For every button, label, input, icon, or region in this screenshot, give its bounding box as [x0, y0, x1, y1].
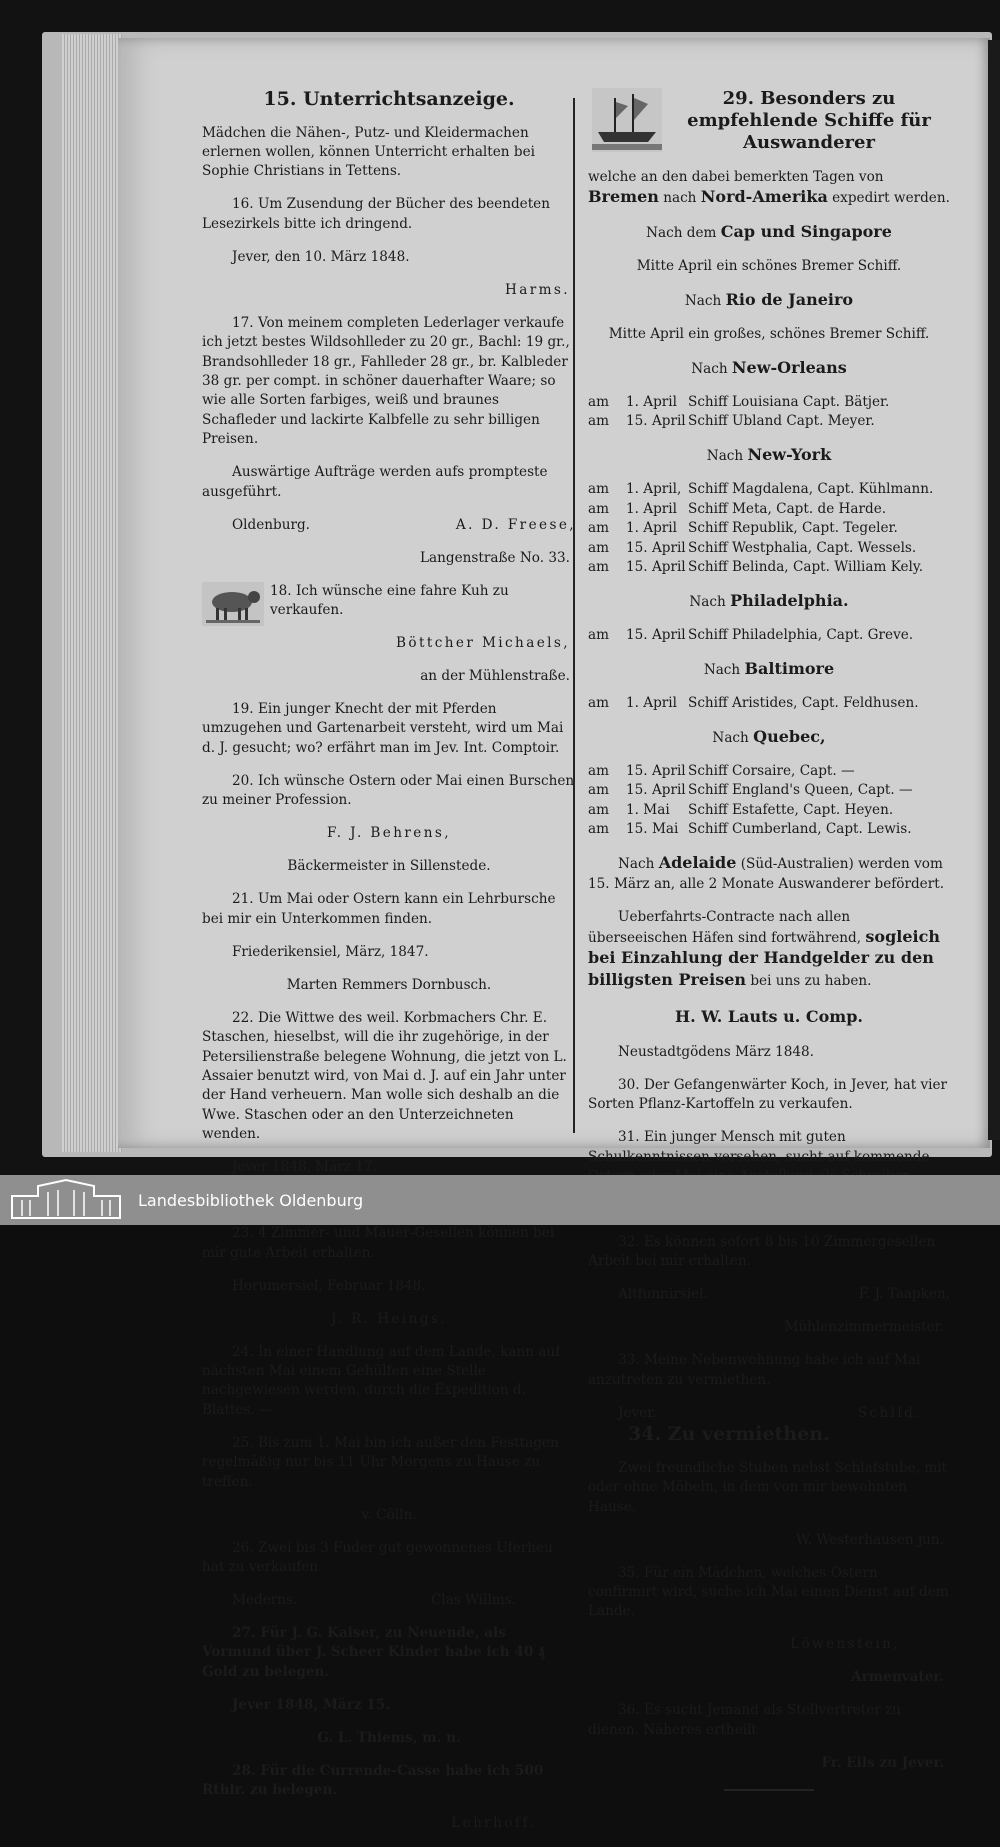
- intro-nordamerika: Nord-Amerika: [700, 187, 828, 206]
- heading-number: 15.: [263, 88, 297, 110]
- library-name: Landesbibliothek Oldenburg: [138, 1190, 364, 1210]
- ad-33: 33. Meine Nebenwohnung habe ich auf Mai anzutreten zu vermiethen.: [588, 1352, 921, 1388]
- ship-name: Schiff Louisiana Capt. Bätjer.: [688, 394, 890, 410]
- ship-am: am: [588, 782, 609, 799]
- ship-am: am: [588, 763, 609, 780]
- ad-34-signature: W. Westerhausen jun.: [796, 1531, 944, 1548]
- dest-ad-pre: Nach: [618, 856, 655, 873]
- ad-30: 30. Der Gefangenwärter Koch, in Jever, hat vier Sorten Pflanz-Kartoffeln zu verkaufen.: [588, 1076, 948, 1113]
- dest-qu-name: Quebec,: [753, 727, 826, 747]
- ad-28-signature: Lehrhoff.: [451, 1815, 536, 1832]
- firm-signature: H. W. Lauts u. Comp.: [675, 1007, 863, 1027]
- ad-28: 28. Für die Currende-Casse habe ich 500 Rthlr. zu belegen.: [202, 1762, 544, 1799]
- ad-21: 21. Um Mai oder Ostern kann ein Lehrbursche bei mir ein Unterkommen finden.: [202, 891, 556, 927]
- ad-17-place: Oldenburg.: [232, 516, 310, 533]
- ad-33-place: Jever.: [618, 1404, 657, 1421]
- dest-ny-pre: Nach: [706, 448, 744, 465]
- ad-35-signature: Löwenstein,: [790, 1636, 900, 1653]
- dest-adelaide: [588, 853, 950, 894]
- dest-ph-pre: Nach: [689, 594, 726, 611]
- ad-32-sigline: [588, 1285, 950, 1304]
- ship-date: 15. April: [626, 782, 686, 799]
- ad-16-place: Jever, den 10. März 1848.: [232, 248, 410, 265]
- dest-rio-pre: Nach: [684, 293, 722, 309]
- ad-26-place: Mederns.: [232, 1591, 298, 1608]
- ship-name: Schiff Republik, Capt. Tegeler.: [688, 520, 898, 537]
- ad-17: 17. Von meinem completen Lederlager verkaufe ich jetzt bestes Wildsohlleder zu 20 gr., Bachl: 19 gr., Brandsohlleder 18 gr., Fahlleder 28 gr., br. Kalbleder 38 gr. per compt. in schöner dauerhafter Waare; so wie alle Sorten farbiges, weiß und braunes Schafleder und lackirte Kalbfelle zu sehr billigen Preisen.: [202, 314, 570, 448]
- ship-name: Schiff Corsaire, Capt. —: [688, 763, 855, 780]
- ship-name: Schiff Aristides, Capt. Feldhusen.: [688, 695, 919, 712]
- cow-icon: [202, 582, 264, 626]
- ad-17-signature: A. D. Freese,: [455, 516, 576, 533]
- dest-rio-name: Rio de Janeiro: [725, 290, 854, 309]
- ad-16: 16. Um Zusendung der Bücher des beendeten Lesezirkels bitte ich dringend.: [202, 196, 550, 232]
- ship-am: am: [588, 801, 609, 818]
- ship-date: 15. April: [626, 559, 686, 576]
- dest-baltimore: [588, 659, 950, 680]
- ad-24: 24. In einer Handlung auf dem Lande, kann auf nächsten Mai einem Gehülfen eine Stelle nachgewiesen werden, durch die Expedition d. Blattes. —: [202, 1343, 561, 1418]
- ad-26: 26. Zwei bis 3 Fuder gut gewonnenes Uferheu hat zu verkaufen: [202, 1539, 553, 1575]
- ad-25: 25. Bis zum 1. Mai bin ich außer den Festtagen regelmäßig nur bis 11 Uhr Morgens zu Hause zu treffen.: [202, 1434, 559, 1490]
- ship-intro: [588, 168, 950, 209]
- ad-19: 19. Ein junger Knecht der mit Pferden umzugehen und Gartenarbeit versteht, wird um Mai d. J. gesucht; wo? erfährt man im Jev. Int. Comptoir.: [202, 701, 564, 756]
- ship-name: Schiff Estafette, Capt. Heyen.: [688, 801, 894, 818]
- ad-18: 18. Ich wünsche eine fahre Kuh zu verkaufen.: [270, 582, 509, 619]
- ad-20-address: Bäckermeister in Sillenstede.: [287, 858, 491, 875]
- ship-row: [588, 539, 950, 558]
- ad-23: 23. 4 Zimmer- und Mauer-Gesellen können bei mir gute Arbeit erhalten.: [202, 1225, 555, 1261]
- ship-name: Schiff Magdalena, Capt. Kühlmann.: [688, 481, 934, 498]
- ship-name: Schiff England's Queen, Capt. —: [688, 782, 913, 799]
- ad-31: 31. Ein junger Mensch mit guten Schulkenntnissen versehen, sucht auf kommende: [588, 1129, 930, 1165]
- section-heading-15: [202, 88, 576, 110]
- contract-note: [588, 908, 950, 992]
- dest-ny-name: New-York: [747, 445, 832, 465]
- ship-row: [588, 480, 950, 499]
- ad-20: 20. Ich wünsche Ostern oder Mai einen Burschen zu meiner Profession.: [202, 772, 575, 809]
- dest-ad-name: Adelaide: [658, 853, 737, 873]
- ship-row: [588, 558, 950, 577]
- ad-27-place: Jever 1848, März 15.: [232, 1696, 390, 1713]
- ship-date: 1. April,: [626, 481, 682, 498]
- next-page-edge: [988, 40, 1000, 1140]
- ship-am: am: [588, 500, 609, 517]
- ad-35-title: Armenvater.: [851, 1669, 944, 1686]
- dest-no-pre: Nach: [691, 361, 728, 377]
- ad-27: 27. Für J. G. Kaiser, zu Neuende, als Vormund über J. Scheer Kinder habe ich 40 ₰ Gold zu belegen.: [202, 1624, 545, 1680]
- dest-cap: [588, 222, 950, 243]
- ad-36-signature: Fr. Eils zu Jever.: [821, 1754, 944, 1771]
- ad-22-place: Jever 1848, März 17.: [232, 1159, 377, 1176]
- contract-text-a: Ueberfahrts-Contracte nach allen überseeischen Häfen sind fortwährend,: [588, 908, 862, 947]
- dest-ba-name: Baltimore: [744, 659, 835, 679]
- dest-cap-name: Cap und Singapore: [720, 222, 892, 241]
- ship-row: [588, 393, 950, 412]
- ad-17-address: Langenstraße No. 33.: [420, 549, 570, 566]
- ship-date: 1. April: [626, 500, 678, 517]
- ad-26-signature: Clas Willms.: [430, 1591, 516, 1608]
- ship-am: am: [588, 481, 609, 498]
- ship-row: [588, 781, 950, 800]
- ship-row: [588, 694, 950, 713]
- ship-name: Schiff Meta, Capt. de Harde.: [688, 500, 887, 517]
- ad-23-signature: J. R. Heings.: [330, 1310, 448, 1327]
- heading-29: 29. Besonders zu empfehlende Schiffe für Auswanderer: [687, 88, 931, 153]
- right-column: [588, 88, 950, 1791]
- ship-name: Schiff Cumberland, Capt. Lewis.: [688, 821, 912, 838]
- ad-25-signature: v. Cölln.: [361, 1506, 417, 1523]
- ad-18-block: [202, 582, 576, 687]
- ship-date: 1. Mai: [626, 801, 670, 818]
- ship-date: 15. Mai: [626, 821, 679, 838]
- rio-line: Mitte April ein großes, schönes Bremer Schiff.: [608, 326, 930, 342]
- cap-line: Mitte April ein schönes Bremer Schiff.: [636, 258, 902, 274]
- ad-18-address: an der Mühlenstraße.: [420, 668, 570, 685]
- intro-expedirt: expedirt werden.: [832, 190, 950, 206]
- ship-name: Schiff Ubland Capt. Meyer.: [688, 413, 875, 430]
- ship-date: 15. April: [626, 627, 686, 644]
- dest-quebec: [588, 727, 950, 748]
- ship-name: Schiff Westphalia, Capt. Wessels.: [688, 539, 917, 556]
- ad-16-signature: Harms.: [504, 281, 570, 298]
- ship-am: am: [588, 520, 609, 537]
- ad-33-sigline: [588, 1404, 950, 1423]
- ship-list-newyork: [588, 480, 950, 577]
- ship-date: 15. April: [626, 539, 686, 556]
- dest-no-name: New-Orleans: [731, 358, 847, 377]
- dest-philadelphia: [588, 591, 950, 612]
- ship-am: am: [588, 394, 609, 410]
- ad-32-signature: F. J. Taapken,: [858, 1286, 950, 1303]
- ship-list-neworleans: [588, 393, 950, 432]
- ad-18-signature: Böttcher Michaels,: [396, 635, 570, 652]
- page-stack-edges: [62, 34, 122, 1152]
- ad-21-signature: Marten Remmers Dornbusch.: [286, 976, 492, 993]
- ship-row: [588, 820, 950, 839]
- footer-bar: [0, 1175, 1000, 1225]
- ship-date: 1. April: [626, 520, 678, 537]
- ship-am: am: [588, 627, 609, 644]
- ship-name: Schiff Philadelphia, Capt. Greve.: [688, 627, 914, 644]
- ad-20-signature: F. J. Behrens,: [327, 825, 451, 842]
- ship-icon: [592, 88, 662, 152]
- heading-text: Unterrichtsanzeige.: [303, 88, 515, 110]
- ship-date: 1. April: [626, 394, 678, 410]
- intro-text: welche an den dabei bemerkten Tagen von: [588, 168, 884, 185]
- ad-36: 36. Es sucht Jemand als Stellvertreter zu dienen. Näheres ertheilt: [588, 1702, 902, 1738]
- ship-row: [588, 762, 950, 781]
- dest-ph-name: Philadelphia.: [730, 591, 849, 611]
- dest-ba-pre: Nach: [703, 662, 741, 679]
- intro-bremen: Bremen: [588, 187, 659, 206]
- ship-am: am: [588, 539, 609, 556]
- ad-33-signature: Schild.: [857, 1404, 922, 1421]
- ship-name: Schiff Belinda, Capt. William Kely.: [688, 559, 924, 576]
- ship-list-quebec: [588, 762, 950, 840]
- dest-rio: [588, 290, 950, 311]
- firm-place: Neustadtgödens März 1848.: [618, 1043, 815, 1060]
- left-column: [202, 88, 576, 1847]
- dest-neworleans: [588, 358, 950, 379]
- ad-15: Mädchen die Nähen-, Putz- und Kleidermachen erlernen wollen, können Unterricht erhalten bei Sophie Christians in Tettens.: [202, 124, 535, 180]
- ship-date: 15. April: [626, 413, 686, 430]
- library-building-icon: [8, 1178, 124, 1222]
- ship-row: [588, 412, 950, 431]
- intro-nach: nach: [663, 190, 697, 206]
- end-rule: [724, 1789, 814, 1791]
- ship-row: [588, 519, 950, 538]
- ad-26-sigline: [202, 1591, 576, 1610]
- ship-date: 15. April: [626, 763, 686, 780]
- ad-32-place: Altfunnirsiel.: [618, 1286, 708, 1303]
- contract-text-b: sogleich bei Einzahlung der Handgelder zu den billigsten Preisen: [588, 927, 940, 989]
- ship-date: 1. April: [626, 695, 678, 712]
- ad-34: Zwei freundliche Stuben nebst Schlafstube, mit oder ohne Möbeln, in dem von mir bewohnten Hause.: [588, 1459, 948, 1515]
- dest-newyork: [588, 445, 950, 466]
- heading-text: Zu vermiethen.: [667, 1423, 830, 1446]
- heading-number: 34.: [628, 1423, 662, 1446]
- ad-35: 35. Für ein Mädchen, welches Ostern confirmirt wird, suche ich Mai einen Dienst auf dem Lande.: [588, 1564, 949, 1620]
- ad-32: 32. Es können sofort 8 bis 10 Zimmergesellen Arbeit bei mir erhalten.: [588, 1233, 936, 1270]
- ship-row: [588, 626, 950, 645]
- ad-27-signature: G. L. Thiems, m. n.: [317, 1729, 461, 1746]
- ship-row: [588, 500, 950, 519]
- ad-22: 22. Die Wittwe des weil. Korbmachers Chr. E. Staschen, hieselbst, will die ihr zugehörige, in der Petersilienstraße belegene Wohnung, die jetzt von L. Assaier benutzt wird, von Mai d. J. auf ein Jahr unter der Hand verheuern. Man wolle sich deshalb an die Wwe. Staschen oder an den Unterzeichneten wenden.: [202, 1009, 567, 1143]
- adelaide-text: (Süd-Australien) werden vom 15. März an, alle 2 Monate Auswanderer befördert.: [588, 856, 945, 892]
- section-heading-34: [588, 1423, 950, 1445]
- ad-21-place: Friederikensiel, März, 1847.: [232, 943, 429, 960]
- dest-qu-pre: Nach: [712, 730, 749, 747]
- ad-17-b: Auswärtige Aufträge werden aufs prompteste ausgeführt.: [202, 464, 548, 500]
- contract-text-c: bei uns zu haben.: [750, 972, 872, 989]
- ad-17-sigline: [202, 516, 576, 535]
- dest-cap-pre: Nach dem: [646, 225, 717, 241]
- ship-row: [588, 801, 950, 820]
- ship-am: am: [588, 821, 609, 838]
- ship-am: am: [588, 695, 609, 712]
- ad-23-place: Horumersiel, Februar 1848.: [232, 1277, 426, 1294]
- ad-32-title: Mühlenzimmermeister.: [784, 1319, 944, 1336]
- ship-am: am: [588, 413, 609, 430]
- ship-am: am: [588, 559, 609, 576]
